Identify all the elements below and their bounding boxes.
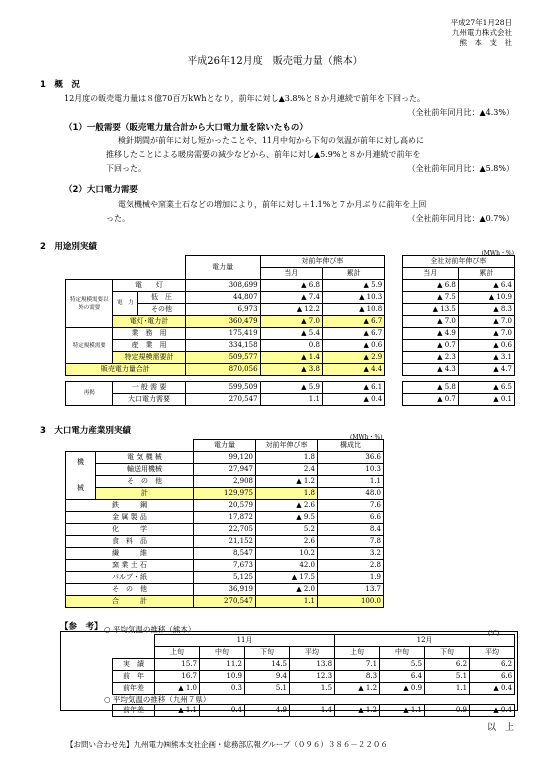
cell: 334,158 — [185, 340, 260, 352]
company-name: 九州電力株式会社 — [452, 28, 512, 37]
cell: ▲ 0.7 — [402, 394, 458, 406]
section2-heading: 2 用途別実績 — [40, 242, 97, 252]
cell: ▲ 4.9 — [402, 328, 458, 340]
table-row — [66, 280, 515, 292]
col-head: 平均 — [290, 647, 335, 659]
cell: ▲ 1.2 — [335, 705, 380, 717]
sub2-heading: （2）大口電力需要 — [64, 185, 138, 195]
col-company-cumulative: 累計 — [458, 268, 514, 280]
table-row — [113, 659, 515, 671]
cell: 270,547 — [194, 596, 256, 608]
cell: 99,120 — [194, 452, 256, 464]
cell: ▲ 0.9 — [380, 683, 425, 695]
table-row — [113, 705, 515, 717]
row-label: 合 計 — [66, 596, 194, 608]
row-label: 計 — [96, 488, 194, 500]
row-label: 金 属 製 品 — [66, 512, 194, 524]
row-label: 実 績 — [113, 659, 155, 671]
cell: 5.1 — [425, 671, 470, 683]
row-label: 鉄 鋼 — [66, 500, 194, 512]
cell: ▲ 0.6 — [322, 340, 384, 352]
cell: 0.3 — [200, 683, 245, 695]
cell: 0.8 — [260, 340, 322, 352]
overview-line1: 12月度の販売電力量は８億70百万kWhとなり，前年に対し▲3.8%と８か月連続で前年を下回った。 — [64, 94, 426, 103]
cell: ▲ 3.1 — [458, 352, 514, 364]
table-row — [66, 548, 384, 560]
section3-unit: (MWh・%) — [350, 434, 383, 441]
cell: 2.6 — [256, 536, 318, 548]
cell: 11.2 — [200, 659, 245, 671]
cell: ▲ 10.3 — [322, 292, 384, 304]
col-yoy: 対前年伸び率 — [256, 440, 318, 452]
cell: 1.9 — [318, 572, 384, 584]
table-row — [66, 382, 515, 394]
cell: ▲ 2.0 — [256, 584, 318, 596]
cell: 5.5 — [380, 659, 425, 671]
table-row — [66, 352, 515, 364]
row-label: 販売電力量合計 — [66, 364, 186, 376]
table-row — [66, 584, 384, 596]
row-label: 一 般 需 要 — [113, 382, 185, 394]
cell: ▲ 0.4 — [470, 683, 515, 695]
cell: 12.3 — [290, 671, 335, 683]
section2-unit: (MWh・%) — [481, 250, 514, 257]
table-row — [66, 364, 515, 376]
cell: 2.4 — [256, 464, 318, 476]
row-label: 産 業 用 — [113, 340, 185, 352]
cell: ▲ 1.1 — [380, 705, 425, 717]
cell: 8,547 — [194, 548, 256, 560]
table-row — [66, 488, 384, 500]
col-ratio: 構成比 — [318, 440, 384, 452]
table-row — [66, 394, 515, 406]
row-label: 前 年 — [113, 671, 155, 683]
row-label: 低 圧 — [138, 292, 185, 304]
cell: 22,705 — [194, 524, 256, 536]
sub2-line2-right: （全社前年同月比：▲0.7%） — [407, 214, 514, 223]
cell: ▲ 6.4 — [458, 280, 514, 292]
section3-heading: 3 大口電力産業別実績 — [40, 426, 131, 436]
cell: 3.2 — [318, 548, 384, 560]
cell: 6.2 — [425, 659, 470, 671]
table-row — [66, 316, 515, 328]
cell: 10.9 — [200, 671, 245, 683]
cell: ▲ 6.5 — [458, 382, 514, 394]
table-row — [66, 292, 515, 304]
col-month: 当月 — [260, 268, 322, 280]
cell: 1.1 — [425, 683, 470, 695]
row-label: 電 灯 — [113, 280, 185, 292]
cell: ▲ 5.8 — [402, 382, 458, 394]
cell: ▲ 1.2 — [256, 476, 318, 488]
cell: 13.7 — [318, 584, 384, 596]
row-label: 前年差 — [113, 683, 155, 695]
cell: 6.2 — [470, 659, 515, 671]
sub2-line2: った。 — [106, 214, 130, 223]
col-head: 下旬 — [425, 647, 470, 659]
cell: 360,479 — [185, 316, 260, 328]
cell: ▲ 8.3 — [458, 304, 514, 316]
cell: 308,699 — [185, 280, 260, 292]
contact-info: 【お問い合わせ先】九州電力㈱熊本支社企画・総務部広報グループ（０９６）３８６－２２０６ — [66, 740, 388, 749]
cell: 1.4 — [290, 705, 335, 717]
temperature-table — [112, 634, 515, 695]
cell: 14.5 — [245, 659, 290, 671]
cell: ▲ 4.3 — [402, 364, 458, 376]
table-row — [66, 464, 384, 476]
cell: ▲ 5.9 — [322, 280, 384, 292]
cell: 599,509 — [185, 382, 260, 394]
table-row — [113, 671, 515, 683]
group-power: 電 力 — [113, 292, 138, 316]
row-label: 窯 業 土 石 — [66, 560, 194, 572]
cell: ▲ 7.0 — [260, 316, 322, 328]
row-label: 特定規模需要計 — [113, 352, 185, 364]
cell: ▲ 1.4 — [260, 352, 322, 364]
month-12: 12月 — [335, 635, 515, 647]
cell: 15.7 — [155, 659, 200, 671]
repost-label: 再掲 — [66, 382, 113, 406]
cell: 6.6 — [470, 671, 515, 683]
cell: ▲ 0.1 — [458, 394, 514, 406]
cell: 270,547 — [185, 394, 260, 406]
cell: ▲ 1.1 — [155, 705, 200, 717]
cell: 7.8 — [318, 536, 384, 548]
cell: 6,973 — [185, 304, 260, 316]
cell: ▲ 2.3 — [402, 352, 458, 364]
temp-unit: (℃) — [488, 630, 500, 637]
industry-table — [65, 439, 384, 608]
cell: ▲ 6.7 — [322, 316, 384, 328]
cell: 509,577 — [185, 352, 260, 364]
cell: 42.0 — [256, 560, 318, 572]
sub1-line3-right: （全社前年同月比：▲5.8%） — [407, 164, 514, 173]
cell: 20,579 — [194, 500, 256, 512]
row-label: その他 — [138, 304, 185, 316]
sub1-line2: 推移したことによる暖房需要の減少などから、前年に対し▲5.9%と８か月連続で前年を — [106, 150, 421, 159]
row-label: 電灯･電力計 — [113, 316, 185, 328]
cell: ▲ 7.0 — [402, 316, 458, 328]
cell: 16.7 — [155, 671, 200, 683]
cell: ▲ 6.1 — [322, 382, 384, 394]
cell: ▲ 5.4 — [260, 328, 322, 340]
cell: 0.4 — [200, 705, 245, 717]
cell: ▲ 7.0 — [458, 328, 514, 340]
machine-group: 機 械 — [66, 452, 96, 500]
cell: ▲ 7.5 — [402, 292, 458, 304]
cell: 100.0 — [318, 596, 384, 608]
cell: 0.9 — [425, 705, 470, 717]
cell: 8.4 — [318, 524, 384, 536]
row-label: 大口電力需要 — [113, 394, 185, 406]
cell: 1.1 — [260, 394, 322, 406]
cell: ▲ 6.8 — [260, 280, 322, 292]
cell: ▲ 17.5 — [256, 572, 318, 584]
row-label: そ の 他 — [66, 584, 194, 596]
cell: 10.2 — [256, 548, 318, 560]
row-label: 業 務 用 — [113, 328, 185, 340]
cell: 9.4 — [245, 671, 290, 683]
cell: ▲ 3.8 — [260, 364, 322, 376]
cell: 1.1 — [318, 476, 384, 488]
row-label: 食 料 品 — [66, 536, 194, 548]
cell: ▲ 0.6 — [458, 340, 514, 352]
table-row — [66, 536, 384, 548]
cell: ▲ 4.4 — [322, 364, 384, 376]
cell: 27,947 — [194, 464, 256, 476]
cell: ▲ 13.5 — [402, 304, 458, 316]
cell: 5.1 — [245, 683, 290, 695]
cell: 44,807 — [185, 292, 260, 304]
issue-date: 平成27年1月28日 — [450, 18, 512, 27]
cell: ▲ 2.6 — [256, 500, 318, 512]
cell: 13.8 — [290, 659, 335, 671]
page-title: 平成26年12月度 販売電力量（熊本） — [187, 56, 363, 67]
col-company-month: 当月 — [402, 268, 458, 280]
cell: 1.5 — [290, 683, 335, 695]
cell: ▲ 7.4 — [260, 292, 322, 304]
temp-title: ○ 平均気温の推移（熊本） — [104, 625, 196, 634]
col-head: 上旬 — [335, 647, 380, 659]
cell: ▲ 1.2 — [335, 683, 380, 695]
table-row — [113, 683, 515, 695]
cell: 21,152 — [194, 536, 256, 548]
cell: ▲ 5.9 — [260, 382, 322, 394]
cell: 4.9 — [245, 705, 290, 717]
row-label: そ の 他 — [96, 476, 194, 488]
col-head: 中旬 — [200, 647, 245, 659]
cell: 175,419 — [185, 328, 260, 340]
col-head: 下旬 — [245, 647, 290, 659]
cell: ▲ 10.9 — [458, 292, 514, 304]
cell: 1.8 — [256, 488, 318, 500]
temp2-title: ○ 平均気温の推移（九州７県） — [104, 695, 211, 704]
cell: ▲ 4.7 — [458, 364, 514, 376]
sub1-line1: 検針期間が前年に対し短かったことや、11月中旬から下旬の気温が前年に対し高めに — [118, 136, 425, 145]
row-label: 前年差 — [113, 705, 155, 717]
col-amount: 電力量 — [194, 440, 256, 452]
cell: ▲ 6.7 — [322, 328, 384, 340]
cell: ▲ 0.7 — [402, 340, 458, 352]
col-head: 中旬 — [380, 647, 425, 659]
cell: 10.3 — [318, 464, 384, 476]
cell: 129,975 — [194, 488, 256, 500]
cell: ▲ 10.8 — [322, 304, 384, 316]
sub1-line3: 下回った。 — [106, 164, 146, 173]
cell: 7.1 — [335, 659, 380, 671]
overview-line2: （全社前年同月比：▲4.3%） — [407, 108, 514, 117]
row-label: パルプ・紙 — [66, 572, 194, 584]
cell: ▲ 9.5 — [256, 512, 318, 524]
cell: 36.6 — [318, 452, 384, 464]
cell: 870,056 — [185, 364, 260, 376]
row-label: 輸送用機械 — [96, 464, 194, 476]
row-label: 電 気 機 械 — [96, 452, 194, 464]
col-cumulative: 累計 — [322, 268, 384, 280]
cell: ▲ 12.2 — [260, 304, 322, 316]
sub2-line1: 電気機械や窯業土石などの増加により，前年に対し＋1.1%と７か月ぶりに前年を上回 — [118, 200, 427, 209]
table-row — [66, 560, 384, 572]
table-row — [66, 340, 515, 352]
section1-heading: 1 概 況 — [40, 80, 80, 90]
cell: ▲ 7.0 — [458, 316, 514, 328]
table-row — [66, 512, 384, 524]
table-row — [66, 596, 384, 608]
cell: 8.3 — [335, 671, 380, 683]
cell: 6.4 — [380, 671, 425, 683]
cell: ▲ 0.4 — [470, 705, 515, 717]
col-amount: 電力量 — [185, 256, 260, 280]
cell: 5.2 — [256, 524, 318, 536]
col-company-yoy: 全社対前年伸び率 — [402, 256, 514, 268]
end-mark: 以 上 — [486, 723, 514, 733]
table-row — [66, 476, 384, 488]
table-row — [66, 452, 384, 464]
cell: 17,872 — [194, 512, 256, 524]
cell: ▲ 1.0 — [155, 683, 200, 695]
cell: ▲ 2.9 — [322, 352, 384, 364]
cell: 2,908 — [194, 476, 256, 488]
sub1-heading: （1）一般需要（販売電力量合計から大口電力量を除いたもの） — [64, 123, 308, 133]
group-outside: 特定規模需要以外の需要 — [66, 280, 113, 328]
usage-table — [65, 255, 515, 406]
cell: 1.1 — [256, 596, 318, 608]
cell: ▲ 0.4 — [322, 394, 384, 406]
cell: 7,673 — [194, 560, 256, 572]
row-label: 繊 維 — [66, 548, 194, 560]
cell: 5,125 — [194, 572, 256, 584]
table-row — [66, 524, 384, 536]
cell: 48.0 — [318, 488, 384, 500]
group-specific: 特定規模需要 — [66, 328, 113, 364]
col-head: 上旬 — [155, 647, 200, 659]
kyushu-temperature-table — [112, 704, 515, 717]
cell: 6.6 — [318, 512, 384, 524]
row-label: 化 学 — [66, 524, 194, 536]
cell: 2.8 — [318, 560, 384, 572]
cell: 36,919 — [194, 584, 256, 596]
col-head: 平均 — [470, 647, 515, 659]
table-row — [66, 328, 515, 340]
col-yoy: 対前年伸び率 — [260, 256, 385, 268]
cell: 7.6 — [318, 500, 384, 512]
month-11: 11月 — [155, 635, 335, 647]
branch-name: 熊 本 支 社 — [459, 38, 512, 47]
reference-heading: 【参 考】 — [60, 622, 103, 632]
cell: ▲ 6.8 — [402, 280, 458, 292]
cell: 1.8 — [256, 452, 318, 464]
table-row — [66, 500, 384, 512]
table-row — [66, 572, 384, 584]
